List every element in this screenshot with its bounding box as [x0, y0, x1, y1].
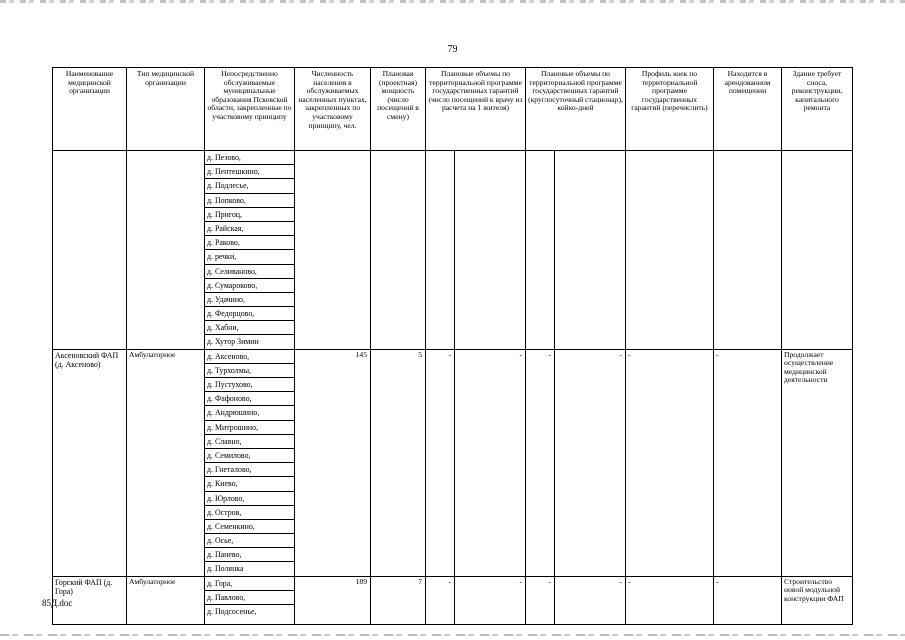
org-name-cell: Горский ФАП (д. Гора) — [53, 576, 127, 624]
settlement-item: д. Подсосенье, — [207, 607, 257, 616]
settlement-item: д. Пезово, — [205, 151, 294, 165]
settlement-item: д. Остров, — [205, 506, 294, 520]
org-type-cell: Амбулаторное — [127, 576, 205, 624]
settlement-item: д. Андрюшино, — [205, 406, 294, 420]
settlements-cell — [205, 576, 295, 624]
population-cell: 145 — [295, 349, 371, 576]
visits-cell-b: - — [455, 576, 526, 624]
capacity-cell — [371, 151, 426, 350]
table-row — [53, 151, 853, 350]
hospital-cell-b: - — [555, 576, 626, 624]
settlement-item: д. Хабни, — [205, 321, 294, 335]
settlement-item: д. Полянка — [207, 564, 244, 574]
building-state-cell: Продолжает осуществление медицинской деятельности — [782, 349, 853, 576]
header-population: Численность населения в обслуживаемых населенных пунктах, закрепленных по участковому принципу, чел. — [295, 68, 371, 151]
settlement-item: д. Гнеталово, — [205, 463, 294, 477]
document-filename: 85Д.doc — [42, 598, 73, 608]
rented-cell: - — [714, 349, 782, 576]
settlement-item: д. Подлесье, — [205, 179, 294, 193]
settlement-item: д. Пригоц, — [205, 208, 294, 222]
scan-edge-top — [0, 0, 905, 3]
rented-cell: - — [714, 576, 782, 624]
settlement-item: д. Турхолмы, — [205, 364, 294, 378]
hospital-cell-a — [526, 151, 555, 350]
header-building-state: Здание требует сноса, реконструкции, капитального ремонта — [782, 68, 853, 151]
hospital-cell-b: - — [555, 349, 626, 576]
settlement-item: д. Киево, — [205, 477, 294, 491]
settlement-item: д. Гора, — [205, 577, 294, 591]
org-type-cell — [127, 151, 205, 350]
visits-cell-a: - — [426, 349, 455, 576]
settlement-item: д. Пентешкино, — [205, 165, 294, 179]
settlement-item: д. Хутор Зимин — [207, 337, 259, 347]
page-number: 79 — [447, 44, 458, 55]
header-visit-volumes: Плановые объемы по территориальной программе государственных гарантий (число посещений к врачу из расчета на 1 жителя) — [426, 68, 526, 151]
settlement-item: д. Павлово, — [205, 591, 294, 605]
settlements-cell — [205, 349, 295, 576]
header-org-name: Наименование медицинской организации — [53, 68, 127, 151]
org-name-cell: Аксеновский ФАП (д. Аксеново) — [53, 349, 127, 576]
visits-cell-b — [455, 151, 526, 350]
settlement-item: д. Фафоново, — [205, 392, 294, 406]
table-row — [53, 576, 853, 624]
scan-edge-bottom — [0, 634, 905, 636]
settlement-item: д. Райская, — [205, 222, 294, 236]
bed-profile-cell: - — [626, 349, 714, 576]
settlement-item: д. Панево, — [205, 548, 294, 562]
building-state-cell: Строительство новой модульной конструкции ФАП — [782, 576, 853, 624]
settlement-item: д. Сумароково, — [205, 279, 294, 293]
settlement-item: д. Осье, — [205, 534, 294, 548]
header-settlements: Непосредственно обслуживаемые муниципальные образования Псковской области, закрепленные по участковому принципу — [205, 68, 295, 151]
capacity-cell: 7 — [371, 576, 426, 624]
building-state-cell — [782, 151, 853, 350]
settlement-item: д. Славно, — [205, 435, 294, 449]
org-name-cell — [53, 151, 127, 350]
settlement-item: д. Семенкино, — [205, 520, 294, 534]
header-capacity: Плановая (проектная) мощность (число посещений в смену) — [371, 68, 426, 151]
settlements-cell — [205, 151, 295, 350]
visits-cell-a — [426, 151, 455, 350]
settlement-item: д. Селиваново, — [205, 265, 294, 279]
settlement-item: д. речки, — [205, 250, 294, 264]
settlement-item: д. Аксеново, — [205, 350, 294, 364]
visits-cell-b: - — [455, 349, 526, 576]
header-hospital-volumes: Плановые объемы по территориальной программе государственных гарантий (круглосуточный стационар), койко-дней — [526, 68, 626, 151]
settlement-item: д. Раково, — [205, 236, 294, 250]
medical-organizations-table — [52, 67, 853, 625]
settlement-item: д. Юрлово, — [205, 492, 294, 506]
visits-cell-a: - — [426, 576, 455, 624]
header-rented: Находится в арендованном помещении — [714, 68, 782, 151]
population-cell — [295, 151, 371, 350]
settlement-item: д. Пустухово, — [205, 378, 294, 392]
hospital-cell-b — [555, 151, 626, 350]
table-row — [53, 349, 853, 576]
org-type-cell: Амбулаторное — [127, 349, 205, 576]
settlement-item: д. Федорцово, — [205, 307, 294, 321]
header-org-type: Тип медицинской организации — [127, 68, 205, 151]
rented-cell — [714, 151, 782, 350]
settlement-item: д. Семилово, — [205, 449, 294, 463]
table-header-row — [53, 68, 853, 151]
settlement-item: д. Удачино, — [205, 293, 294, 307]
settlement-item: д. Митрошино, — [205, 421, 294, 435]
hospital-cell-a: - — [526, 576, 555, 624]
header-bed-profile: Профиль коек по территориальной программе государственных гарантий (перечислить) — [626, 68, 714, 151]
capacity-cell: 5 — [371, 349, 426, 576]
hospital-cell-a: - — [526, 349, 555, 576]
bed-profile-cell: - — [626, 576, 714, 624]
settlement-item: д. Попково, — [205, 194, 294, 208]
population-cell: 189 — [295, 576, 371, 624]
bed-profile-cell — [626, 151, 714, 350]
